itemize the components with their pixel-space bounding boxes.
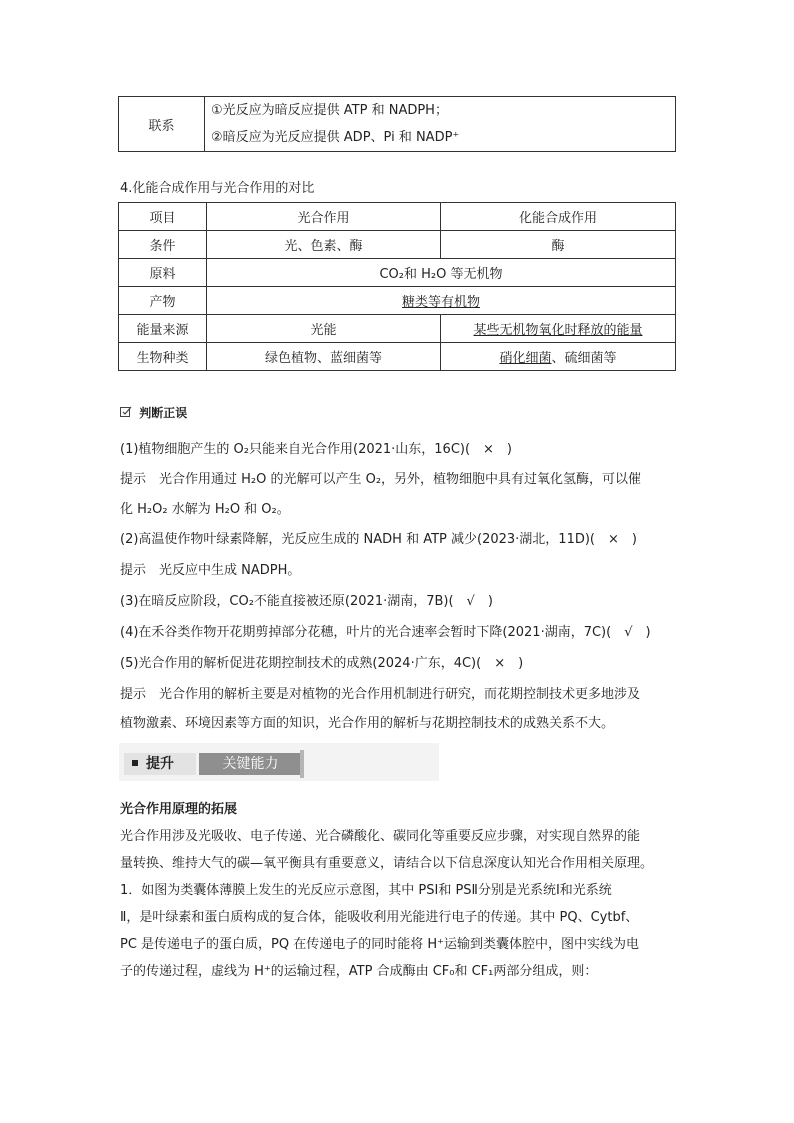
relation-table — [118, 96, 676, 152]
underlined-text: 糖类等有机物 — [401, 295, 480, 310]
banner-right-tab: 关键能力 — [199, 753, 302, 775]
judge-item-2: (2)高温使作物叶绿素降解，光反应生成的 NADH 和 ATP 减少(2023·湖北，11D)( × ) — [120, 532, 637, 547]
underlined-text: 某些无机物氧化时释放的能量 — [473, 323, 643, 338]
table-cell: 绿色植物、蓝细菌等 — [207, 343, 441, 371]
header-cell: 光合作用 — [207, 203, 441, 231]
hint-line: 化 H₂O₂ 水解为 H₂O 和 O₂。 — [120, 502, 290, 517]
relation-content — [205, 97, 676, 152]
underlined-text: 硝化细菌 — [499, 351, 552, 366]
row-label: 生物种类 — [119, 343, 207, 371]
paragraph-line: 量转换、维持大气的碳—氧平衡具有重要意义，请结合以下信息深度认知光合作用相关原理。 — [120, 856, 654, 871]
cell-text: 、硫细菌等 — [551, 351, 617, 366]
table-row — [119, 97, 676, 152]
judge-item-5: (5)光合作用的解析促进花期控制技术的成熟(2024·广东，4C)( × ) — [120, 656, 524, 671]
table-header-row — [119, 203, 676, 231]
banner-left-tab — [124, 753, 196, 775]
checkbox-pencil-icon — [120, 406, 132, 418]
relation-line-1: ①光反应为暗反应提供 ATP 和 NADPH； — [211, 103, 448, 118]
relation-line-2: ②暗反应为光反应提供 ADP、Pi 和 NADP⁺ — [211, 130, 460, 145]
square-bullet-icon — [132, 760, 138, 766]
row-label: 原料 — [119, 259, 207, 287]
hint-line: 提示 光合作用通过 H₂O 的光解可以产生 O₂，另外，植物细胞中具有过氧化氢酶，可以催 — [120, 472, 642, 487]
row-label: 产物 — [119, 287, 207, 315]
judge-title: 判断正误 — [139, 406, 188, 420]
section-heading: 4.化能合成作用与光合作用的对比 — [120, 181, 315, 196]
table-cell: CO₂和 H₂O 等无机物 — [207, 259, 676, 287]
table-cell: 光能 — [207, 315, 441, 343]
hint-line: 提示 光反应中生成 NADPH。 — [120, 563, 301, 578]
paragraph-line: 子的传递过程，虚线为 H⁺的运输过程，ATP 合成酶由 CF₀和 CF₁两部分组成，则： — [120, 964, 598, 979]
relation-label: 联系 — [119, 97, 205, 152]
row-label: 能量来源 — [119, 315, 207, 343]
hint-line: 提示 光合作用的解析主要是对植物的光合作用机制进行研究，而花期控制技术更多地涉及 — [120, 687, 641, 702]
table-row — [119, 287, 676, 315]
paragraph-line: Ⅱ，是叶绿素和蛋白质构成的复合体，能吸收利用光能进行电子的传递。其中 PQ、Cytbf、 — [120, 910, 639, 925]
table-cell: 酶 — [441, 231, 676, 259]
table-row — [119, 231, 676, 259]
hint-line: 植物激素、环境因素等方面的知识，光合作用的解析与花期控制技术的成熟关系不大。 — [120, 716, 615, 731]
judge-item-1: (1)植物细胞产生的 O₂只能来自光合作用(2021·山东，16C)( × ) — [120, 442, 513, 457]
banner-left-label: 提升 — [146, 756, 174, 772]
paragraph-line: 光合作用涉及光吸收、电子传递、光合磷酸化、碳同化等重要反应步骤，对实现自然界的能 — [120, 829, 641, 844]
extension-title: 光合作用原理的拓展 — [120, 802, 238, 817]
table-row — [119, 259, 676, 287]
table-row — [119, 343, 676, 371]
judge-item-3: (3)在暗反应阶段，CO₂不能直接被还原(2021·湖南，7B)( √ ) — [120, 594, 493, 609]
row-label: 条件 — [119, 231, 207, 259]
header-cell: 项目 — [119, 203, 207, 231]
header-cell: 化能合成作用 — [441, 203, 676, 231]
judge-item-4: (4)在禾谷类作物开花期剪掉部分花穗，叶片的光合速率会暂时下降(2021·湖南，7C)( √ ) — [120, 625, 651, 640]
table-cell: 光、色素、酶 — [207, 231, 441, 259]
judge-header — [120, 404, 187, 421]
banner-edge — [300, 750, 304, 778]
comparison-table — [118, 202, 676, 371]
table-cell — [441, 343, 676, 371]
table-row — [119, 315, 676, 343]
paragraph-line: PC 是传递电子的蛋白质，PQ 在传递电子的同时能将 H⁺运输到类囊体腔中，图中实线为电 — [120, 937, 640, 952]
table-cell — [207, 287, 676, 315]
table-cell — [441, 315, 676, 343]
paragraph-line: 1．如图为类囊体薄膜上发生的光反应示意图，其中 PSⅠ和 PSⅡ分别是光系统Ⅰ和光系统 — [120, 883, 612, 898]
